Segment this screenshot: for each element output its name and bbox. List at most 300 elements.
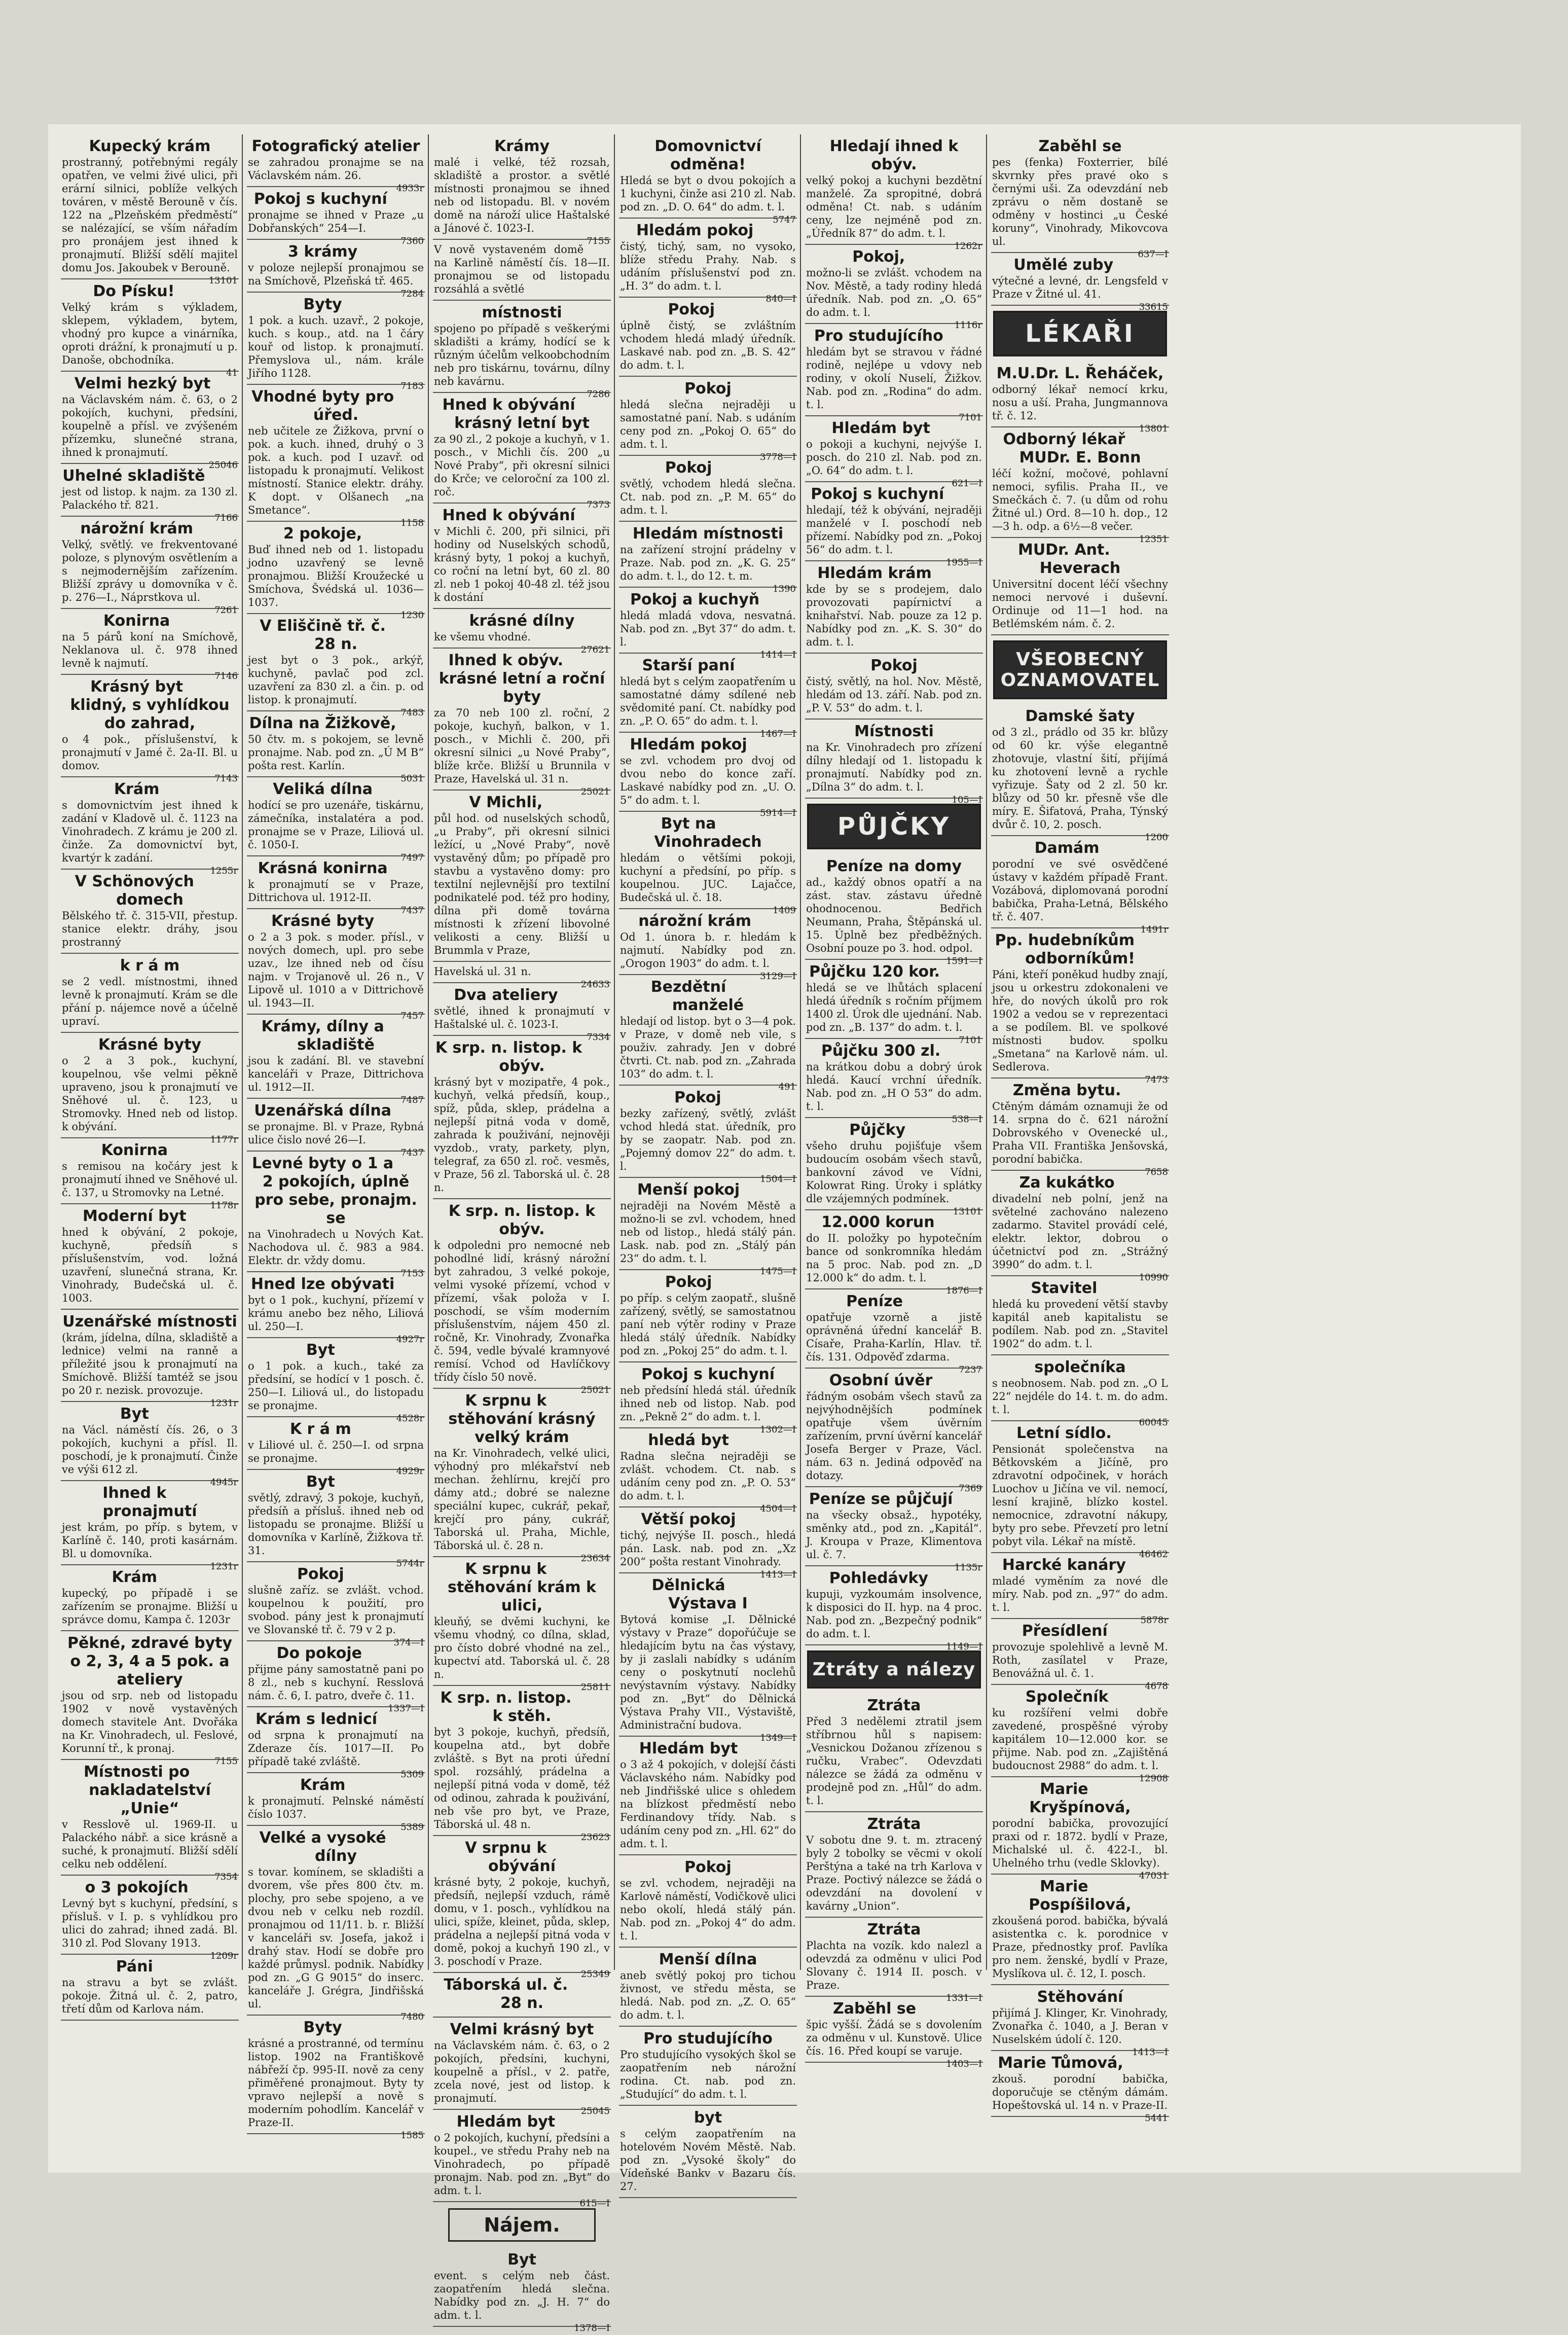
classified-ad [433,962,611,990]
column-2 [247,134,429,2141]
classified-ad [433,1036,611,1199]
ad-code: 4504—I [760,1503,796,1514]
ad-heading: Hledám byt [831,419,930,437]
classified-ad [247,856,425,916]
ad-heading: Hledám krám [817,564,932,582]
ad-text: se zvl. vchodem pro dvoj od dvou nebo do konce zaří. Laskavé nabídky pod zn. „U. O. 5“ do adm. t. l. [620,755,796,806]
ad-code: 46462 [1139,1549,1168,1560]
classified-ad [433,1836,611,1980]
classified-ad [619,134,797,225]
ad-code: 7286 [587,389,610,400]
ad-text: jest od listop. k najm. za 130 zl. Palackého tř. 821. [62,486,238,511]
classified-ad [805,324,983,423]
ad-text: hledá mladá vdova, nesvatná. Nab. pod zn. „Byt 37“ do adm. t. l. [620,609,796,648]
ad-text: hledám o většími pokoji, kuchyní a předsíní, po příp. s koupelnou. JUC. Lajačce, Budečská ul. č. 18. [620,852,796,904]
ad-code: 7437 [400,905,424,916]
ad-heading: K srp. n. listop. k obýv. [435,1039,582,1075]
ad-code: 5031 [400,773,424,784]
ad-text: Havelská ul. 31 n. [434,965,531,978]
classified-ad [805,1918,983,2003]
ad-text: řádným osobám všech stavů za nejvýhodnějších podmínek opatřuje všem úvěrním zařízením, první úvěrní kancelář Josefa Berger v Praze, Václ. nám. 63 n. Jediná odpověď na dotazy. [806,1390,982,1482]
ad-heading: Ihned k pronajmutí [102,1484,197,1520]
ad-text: hledá byt s celým zaopatřením u samostatné dámy sdílené neb svědomité paní. Ct. nabídky pod zn. „P. O. 65“ do adm. t. l. [620,675,796,727]
classified-ad [433,301,611,400]
classified-ad [991,1171,1169,1283]
ad-heading: Fotografický atelier [251,137,420,155]
classified-ad [247,909,425,1021]
ad-text: Universitní docent léčí všechny nemoci nervové i duševní. Ordinuje od 11—1 hod. na Betlémském nám. č. 2. [992,578,1168,630]
ad-heading: Hned k obývání krásný letní byt [442,396,590,432]
ad-text: o 3 až 4 pokojích, v dolejší části Václavského nám. Nabídky pod neb Jindřišské ulice s ohledem na blízkost předměstí nebo Ferdinandovy třídy. Nab. s udáním ceny pod zn. „Hl. 62“ do adm. t. l. [620,1758,796,1850]
ad-text: o pokoji a kuchyni, nejvýše I. posch. do 210 zl. Nab. pod zn. „O. 64“ do adm. t. l. [806,438,982,477]
ad-code: 1414—I [760,650,796,660]
ad-code: 13801 [1139,423,1168,434]
ad-code: 25811 [580,1682,610,1693]
ad-text: pes (fenka) Foxterrier, bílé skvrnky přes pravé oko s černými uši. Za odevzdání neb zprávu o něm dostaně se odměny v hostinci „u České koruny“, Vinohrady, Mikovcova ul. [992,156,1168,247]
classified-ad [991,836,1169,935]
ad-heading: V Schönových domech [75,873,194,909]
ad-code: 5747 [773,214,796,225]
classified-ad [619,1362,797,1435]
ad-text: k pronajmutí se v Praze, Dittrichova ul. 1912-II. [248,878,424,904]
classified-ad [61,1033,239,1145]
ad-text: provozuje spolehlivě a levně M. Roth, zasílatel v Praze, Benovážná ul. č. 1. [992,1641,1168,1679]
ad-heading: Konirna [103,612,170,630]
ad-heading: Krámy, dílny a skladiště [261,1018,384,1054]
ad-text: hledá slečna nejraději u samostatné paní. Nab. s udáním ceny pod zn. „Pokoj O. 65“ do adm. t. l. [620,399,796,450]
ad-code: 7369 [959,1483,982,1494]
classified-ad [433,2018,611,2116]
ad-code: 3129—I [760,971,796,982]
ad-code: 13101 [953,1206,982,1217]
ad-code: 1467—I [760,729,796,739]
classified-ad [61,1310,239,1409]
ad-code: 5878r [1140,1615,1168,1626]
ad-heading: Peníze na domy [826,857,962,875]
ad-heading: Krámy [494,137,550,155]
classified-ad [991,1079,1169,1177]
ad-heading: Do pokoje [276,1644,362,1662]
classified-ad [619,522,797,594]
ad-heading: K srpnu k stěhování krám k ulici, [447,1560,597,1614]
ad-heading: nárožní krám [80,520,193,537]
ad-text: na Kr. Vinohradech pro zřízení dílny hledají od 1. listopadu k pronajmutí. Nabídky pod zn. „Dílna 3“ do adm. t. l. [806,741,982,793]
ad-code: 1177r [210,1134,238,1145]
classified-ad [805,1369,983,1494]
ad-text: odborný lékař nemocí krku, nosu a uší. Praha, Jungmannova tř. č. 12. [992,383,1168,422]
ad-text: hledají od listop. byt o 3—4 pok. v Praze, v domě neb vile, s použiv. zahrady. Jen v dobré čtvrti. Ct. nab. pod zn. „Zahrada 103“ do adm. t. l. [620,1015,796,1080]
classified-ad [991,1421,1169,1560]
ad-code: 7354 [214,1872,238,1882]
classified-ad [61,279,239,378]
ad-text: tichý, nejvýše II. posch., hledá pán. Lask. nab. pod zn. „Xz 200“ pošta restant Vinohrady. [620,1529,796,1568]
classified-ad [805,134,983,252]
ad-code: 1409 [773,905,796,916]
ad-text: Pro studujícího vysokých škol se zaopatřením neb nárožní rodina. Ct. nab. pod zn. „Studující“ do adm. t. l. [620,2049,796,2100]
classified-ad [433,2110,611,2209]
ad-text: prostranný, potřebnými regály opatřen, ve velmi živé ulici, při erární silnici, poblíže velkých továren, v městě Berouně v čís. 122 na „Plzeňském předměstí“ se nalézající, se vším nářadím pro pronájem jest ihned k pronajmutí. Bližší sdělí majitel domu Jos. Jakoubek v Berouně. [62,156,238,274]
ad-code: 10990 [1139,1272,1168,1283]
ad-heading: Uzenářské místnosti [62,1313,237,1331]
ad-heading: Dělnická Výstava I [651,1576,748,1612]
ad-heading: Pokoj [668,301,715,318]
classified-ad [61,134,239,286]
classified-ad [433,393,611,510]
ad-text: čistý, tichý, sam, no vysoko, blíže středu Prahy. Nab. s udáním příslušenství pod zn. „H. 3“ do adm. t. l. [620,240,796,292]
ad-heading: společníka [1034,1358,1126,1376]
classified-ad [619,909,797,982]
classified-ad [247,293,425,391]
ad-heading: Marie Pospíšilová, [1029,1878,1132,1914]
ad-heading: Bezdětní manželé [650,978,744,1014]
column-5 [805,134,987,2069]
ad-text: aneb světlý pokoj pro tichou živnost, ve středu města, se hledá. Nab. pod zn. „Z. O. 65“ do adm. t. l. [620,1969,796,2021]
classified-ad [433,1686,611,1843]
ad-heading: Byty [303,2019,342,2036]
ad-text: se zahradou pronajme se na Václavském nám. 26. [248,156,424,182]
ad-code: 1116r [954,320,982,331]
ad-text: s tovar. komínem, se skladišti a dvorem, vše přes 800 čtv. m. plochy, pro sebe spojeno, a ve dvou neb v celku neb rozdíl. pronajmou od 11/11. b. r. Bližší v kanceláři sv. Josefa, jakož i drahý stav. Hodí se dobře pro každé průmysl. podnik. Nabídky pod zn. „G G 9015“ do inserc. kanceláře J. Grégra, Jindřišská ul. [248,1866,424,2010]
ad-text: hodící se pro uzenáře, tiskárnu, zámečníka, instalatéra a pod. pronajme se v Praze, Liliová ul. č. 1050-I. [248,799,424,851]
ad-text: malé i velké, též rozsah, skladiště a prostor. a světlé místnosti pronajmou se ihned neb od listopadu. Bl. v novém domě na nároží ulice Haštalské a Jánové č. 1023-I. [434,156,610,234]
ad-heading: Damské šaty [1025,707,1135,725]
classified-ad [247,2016,425,2141]
ad-text: 50 čtv. m. s pokojem, se levně pronajme. Nab. pod zn. „Ú M B“ pošta rest. Karlín. [248,733,424,772]
ad-heading: Za kukátko [1019,1174,1115,1192]
classified-ad [61,1955,239,2021]
ad-code: 25021 [580,786,610,797]
classified-ad [991,1875,1169,1985]
ad-text: na Vinohradech u Nových Kat. Nachodova ul. č. 983 a 984. Elektr. dr. vždy domu. [248,1228,424,1267]
ad-code: 1349—I [760,1733,796,1743]
ad-code: 1413—I [760,1569,796,1580]
ad-text: od srpna k pronajmutí na Zderaze čís. 1017—II. Po případě také zvláště. [248,1729,424,1768]
ad-heading: Místnosti po nakladatelství „Unie“ [83,1763,211,1817]
classified-ad [433,134,611,246]
ad-heading: K r á m [289,1420,351,1438]
ad-code: 840—I [765,294,796,304]
ad-text: Radna slečna nejraději se zvlášt. vchodem. Ct. nab. s udáním ceny pod zn. „P. O. 53“ do adm. t. l. [620,1450,796,1502]
ad-heading: Marie Kryšpínová, [1029,1780,1131,1816]
classified-ad [433,1389,611,1564]
ad-heading: Hledám místnosti [632,525,784,543]
ad-text: do II. položky po hypotečním bance od sonkromníka hledám na 5 proc. Nab. pod zn. „D 12.000 k“ do adm. t. l. [806,1232,982,1284]
ad-heading: byt [694,2109,722,2127]
classified-ad [805,245,983,331]
ad-heading: Osobní úvěr [829,1372,933,1389]
ad-text: jest byt o 3 pok., arkýř, kuchyně, pavlač pod zcl. uzavření za 830 zl. a čin. p. od listop. k pronajmutí. [248,654,424,706]
ad-text: o 4 pok., příslušenství, k pronajmutí v Jamé č. 2a-II. Bl. u domov. [62,733,238,772]
ad-heading: Pokoj, [852,248,905,266]
classified-ad [247,1152,425,1279]
ad-heading: Přesídlení [1022,1622,1108,1640]
ad-code: 7237 [959,1364,982,1375]
ad-text: na všecky obsaž., hypotéky, směnky atd., pod zn. „Kapitál“. J. Kroupa v Praze, Klimentova ul. č. 7. [806,1509,982,1561]
ad-text: se zvl. vchodem, nejraději na Karlově náměstí, Vodičkově ulici nebo okolí, hledá stálý pán. Nab. pod zn. „Pokoj 4“ do adm. t. l. [620,1877,796,1942]
ad-text: V nově vystaveném domě na Karlině náměstí čís. 18—II. pronajmou se od listopadu rozsáhlá a světlé [434,243,610,295]
ad-code: 7153 [400,1268,424,1279]
ad-heading: Ztráta [867,1921,921,1938]
ad-text: opatřuje vzorně a jistě oprávněná úřední kancelář B. Císaře, Praha-Karlín, Hlav. tř. čís. 131. Odpověď zdarma. [806,1311,982,1363]
ad-text: na Václavském nám. č. 63, o 2 pokojích, kuchyni, předsíni, koupelně a přísl. ve zvýšeném přízemku, slunečné strana, ihned k pronajmutí. [62,393,238,458]
ad-code: 1591—I [946,956,982,966]
ad-heading: Konirna [101,1141,168,1159]
ad-heading: Menší pokoj [637,1181,740,1199]
classified-ad [619,975,797,1092]
ad-heading: Stěhování [1037,1988,1123,2006]
classified-ad [991,1777,1169,1881]
ad-heading: Ztráta [867,1697,921,1714]
ad-text: výtečné a levné, dr. Lengsfeld v Praze v Žitné ul. 41. [992,275,1168,300]
ad-text: světlý, vchodem hledá slečna. Ct. nab. pod zn. „P. M. 65“ do adm. t. l. [620,478,796,516]
ad-text: od 3 zl., prádlo od 35 kr. blůzy od 60 kr. výše elegantně zhotovuje, vlastní šití, přijímá ku zhotovení levně a rychle vyřizuje. Šaty od 2 zl. 50 kr. blůzy od 50 kr. přesně vše dle míry. E. Šifatová, Praha, Týnský dvůr č. 10, 2. posch. [992,726,1168,831]
classified-ad [619,1948,797,2027]
classified-ad [619,1086,797,1184]
ad-code: 491 [778,1082,796,1092]
ad-text: Buď ihned neb od 1. listopadu jodno uzavřený se levně pronajmou. Bližší Kroužecké u Smíchova, Švédská ul. 1036—1037. [248,544,424,608]
ad-heading: MUDr. Ant. Heverach [1017,541,1121,577]
ad-heading: Pokoj [870,657,918,674]
ad-text: ad., každý obnos opatří a na zást. stav. zástavu úředně ohodnocenou. Bedřich Neumann, Praha, Štěpánská ul. 15. Úplně bez předběžných. Osobní pouze po 3. hod. odpol. [806,876,982,954]
column-6 [991,134,1172,2124]
ad-heading: 12.000 korun [821,1213,935,1231]
ad-heading: Letní sídlo. [1016,1424,1112,1442]
ad-heading: Pokoj [297,1565,344,1583]
classified-ad [61,954,239,1033]
ad-heading: Hledám pokoj [636,222,754,239]
classified-ad [805,1039,983,1125]
ad-code: 4945r [210,1477,238,1488]
ad-heading: Hned k obývání [442,507,575,524]
ad-text: s neobnosem. Nab. pod zn. „O L 22“ nejdéle do 14. t. m. do adm. t. l. [992,1377,1168,1416]
classified-ad [991,1685,1169,1784]
ad-code: 1262r [954,241,982,252]
ad-heading: Pokoj [684,1858,732,1876]
classified-ad [619,1855,797,1948]
classified-ad [61,675,239,784]
classified-ad [619,1573,797,1743]
ad-heading: Hledám byt [639,1740,738,1757]
ad-text: na stravu a byt se zvlášt. pokoje. Žitná ul. č. 2, patro, třetí dům od Karlova nám. [62,1977,238,2015]
ad-text: přijme pány samostatně pani po 8 zl., neb s kuchyní. Resslová nám. č. 6, I. patro, dveře č. 11. [248,1663,424,1702]
classified-ad [991,1619,1169,1692]
classified-ad [61,1481,239,1572]
ad-heading: hledá byt [648,1431,729,1449]
ad-text: event. s celým neb část. zaopatřením hledá slečna. Nabídky pod zn. „J. H. 7“ do adm. t. l. [434,2270,610,2321]
ad-heading: Dílna na Žižkově, [249,714,396,732]
ad-heading: Domovnictví odměna! [654,137,761,173]
ad-heading: Menší dílna [659,1951,757,1968]
classified-ad [619,1428,797,1514]
ad-heading: Vhodné byty pro úřed. [251,388,394,424]
ad-heading: Odborný lékař MUDr. E. Bonn [1003,430,1141,466]
ad-heading: Půjčku 300 zl. [821,1042,941,1060]
ad-code: 12351 [1139,534,1168,545]
ad-text: možno-li se zvlášt. vchodem na Nov. Městě, a tady rodiny hledá úředník. Nab. pod zn. „O. 65“ do adm. t. l. [806,267,982,318]
ad-code: 621—I [952,478,982,489]
classified-ad [61,372,239,471]
classified-ad [991,427,1169,545]
ad-heading: o 3 pokojích [85,1879,189,1896]
ad-code: 1200 [1145,832,1168,843]
ad-code: 1255r [210,866,238,876]
ad-text: s remisou na kočáry jest k pronajmutí ihned ve Sněhové ul. č. 137, u Stromovky na Letné. [62,1160,238,1199]
classified-ad [991,928,1169,1085]
classified-ad [61,1876,239,1961]
ad-text: hledám byt se stravou v řádné rodině, nejlépe u vdovy neb rodiny, v okolí Nuselí, Žižkov. Nab. pod zn. „Rodina“ do adm. t. l. [806,346,982,411]
ad-code: 5744r [396,1558,424,1569]
classified-ad [805,416,983,489]
ad-code: 1413—I [1132,2047,1168,2058]
ad-heading: Krám [114,780,160,798]
classified-ad [433,609,611,655]
ad-heading: Levné byty o 1 a 2 pokojích, úplně pro sebe, pronajm. se [252,1155,417,1227]
ad-heading: Peníze [846,1292,903,1310]
ad-heading: Pp. hudebníkům odborníkům! [995,931,1135,967]
ad-text: s domovnictvím jest ihned k zadání v Kladově ul. č. 1123 na Vinohradech. Z krámu je 200 zl. činže. Za domovnictví byt, kvartýr k zadání. [62,799,238,864]
ad-code: 7183 [400,381,424,391]
ad-code: 25045 [580,2106,610,2116]
ad-heading: Harcké kanáry [1002,1556,1126,1574]
ad-heading: nárožní krám [638,912,751,930]
classified-ad [247,1272,425,1345]
classified-ad [991,704,1169,843]
ad-text: byt o 1 pok., kuchyní, přízemí v krámu anebo bez něho, Liliová ul. 250—I. [248,1294,424,1333]
ad-heading: K srpnu k stěhování krásný velký krám [448,1392,596,1446]
ad-text: na Václavském nám. č. 63, o 2 pokojích, předsíni, kuchyni, koupelně a přísl., v 2. patře, zcela nové, jest od listop. k pronajmutí. [434,2039,610,2104]
ad-heading: K srp. n. listop. k obýv. [448,1202,596,1238]
ad-heading: Velké a vysoké dílny [259,1829,386,1865]
ad-heading: Pokoj [684,380,732,398]
ad-code: 615—I [579,2198,610,2209]
ad-heading: Krám s lednicí [255,1710,378,1728]
ad-text: jsou od srp. neb od listopadu 1902 v nově vystavěných domech stavitele Ant. Dvořáka na Kr. Vinohradech, ul. Feslové, Korunní tř., k pronaj. [62,1690,238,1754]
ad-heading: Uzenářská dílna [254,1102,391,1120]
ad-text: Ctěným dámám oznamuji že od 14. srpna do č. 621 nárožní Dobrovského v Ovenecké ul., Praha VII. Františka Jenšovská, porodní babička. [992,1100,1168,1165]
ad-code: 7360 [400,236,424,246]
ad-heading: Změna bytu. [1012,1082,1121,1099]
ad-text: na Kr. Vinohradech, velké ulici, výhodný pro mlékařství neb mechan. žehlírnu, krejčí pro dámy atd.; dobré se nalezne speciální kupec, cukrář, pekař, krejčí pro pány, cukrář, Taborská ul. Praha, Michle, Táborská ul. č. 28 n. [434,1447,610,1552]
ad-heading: Krásná konirna [258,859,388,877]
ad-code: 4927r [396,1334,424,1345]
ad-heading: Peníze se půjčují [809,1490,953,1508]
ad-heading: Starší paní [642,657,735,674]
classified-ad [433,649,611,797]
classified-columns [61,134,1511,2333]
ad-heading: Uhelné skladiště [62,467,205,485]
ad-text: Levný byt s kuchyní, předsíní, s přísluš. v I. p. s vyhlídkou pro ulici do zahrad; ihned zadá. Bl. 310 zl. Pod Slovany 1913. [62,1897,238,1949]
classified-ad [61,1631,239,1767]
ad-heading: Místnosti [854,723,934,740]
ad-heading: Zaběhl se [1038,137,1122,155]
ad-heading: místnosti [482,304,562,321]
ad-heading: Pro studujícího [643,2030,773,2047]
ad-text: Velký krám s výkladem, sklepem, výkladem, bytem, vhodný pro kupce a vinárníka, oproti drážní, k pronajmutí u p. Danoše, obchodníka. [62,301,238,366]
classified-ad [805,654,983,720]
ad-code: 7487 [400,1095,424,1105]
classified-ad [247,240,425,299]
ad-text: na zařízení strojní prádelny v Praze. Nab. pod zn. „K. G. 25“ do adm. t. l., do 12. t. m. [620,544,796,582]
ad-text: s celým zaopatřením na hotelovém Novém Městě. Nab. pod zn. „Vysoké školy“ do Vídeňské Bankv v Bazaru čís. 27. [620,2128,796,2193]
classified-ad [619,812,797,916]
classified-ad [61,870,239,954]
ad-heading: Společník [1025,1688,1109,1706]
najem-heading: Nájem. [448,2208,596,2242]
ad-code: 5914—I [760,808,796,818]
ad-code: 4933r [396,183,424,194]
ad-code: 7480 [400,2011,424,2022]
ad-heading: Krásné byty [271,912,375,930]
classified-ad [619,2027,797,2106]
ad-heading: Pro studujícího [814,327,943,345]
classified-ad [247,1641,425,1714]
ad-code: 1504—I [760,1174,796,1184]
ad-text: Plachta na vozík. kdo nalezl a odevzdá za odměnu v ulici Pod Slovany č. 1914 II. posch. v Praze. [806,1939,982,1991]
classified-ad [991,538,1169,635]
ad-heading: Pokoj a kuchyň [630,591,760,608]
ad-code: 27621 [580,644,610,655]
classified-ad [61,1138,239,1211]
ad-heading: Byt [306,1473,335,1491]
ad-heading: Táborská ul. č. 28 n. [444,1976,568,2012]
lekari-banner: LÉKAŘI [993,311,1167,356]
ad-text: o 2 a 3 pok., kuchyní, koupelnou, vše velmi pěkně upraveno, jsou k pronajmutí ve Sněhové ul. č. 123, u Stromovky. Hned neb od listop. k obývání. [62,1055,238,1133]
classified-ad [247,711,425,784]
ad-code: 41 [226,368,238,378]
classified-ad [619,654,797,739]
classified-ad [805,1487,983,1573]
ad-text: krásné a prostranné, od termínu listop. 1902 na Františkově nábřeží čp. 995-II. nově za ceny přiměřené pronajmout. Byty ty vpravo nejlepší a nově s moderním pohodlím. Kancelář v Praze-II. [248,2037,424,2129]
ad-heading: Stavitel [1031,1279,1098,1297]
ad-heading: Pokoj s kuchyní [811,485,944,503]
classified-ad [247,1099,425,1158]
ad-code: 374—I [393,1637,424,1648]
ad-heading: Byt [120,1405,149,1423]
ad-heading: Krásný byt klidný, s vyhlídkou do zahrad, [70,678,230,732]
classified-ad [805,561,983,654]
ad-code: 7143 [214,773,238,784]
classified-ad [805,720,983,805]
classified-ad [619,2106,797,2198]
ad-text: Bělského tř. č. 315-VII, přestup. stanice elektr. dráhy, jsou prostranný [62,910,238,948]
ad-text: byt 3 pokoje, kuchyň, předsíň, koupelna atd., byt dobře zvláště. s Byt na proti úřední spol. rozsáhlý, prádelna a nejlepší pitná voda v domě, též od odinou, zahrada k použivání, neb vše pro byt, ve Praze, Táborská ul. 48 n. [434,1726,610,1830]
ad-text: v poloze nejlepší pronajmou se na Smíchově, Plzeňská tř. 465. [248,262,424,287]
ad-text: všeho druhu pojišťuje všem budoucím osobám všech stavů, bankovní závod ve Vídni, Kolowrat Ring. Úroky i splátky dle vzájemných podmínek. [806,1140,982,1205]
ad-code: 7146 [214,671,238,681]
ad-code: 7334 [587,1032,610,1043]
ad-text: Bytová komise „I. Dělnické výstavy v Praze“ dopořúčuje se hledajícím bytu na čas výstavy, by ji zaslali nabídky s udáním ceny o poskytnutí noclehů nevýstavním výstavy. Nabídky pod zn. „Byt“ do Dělnická Výstava Prahy VII., Výstaviště, Administrační budova. [620,1613,796,1731]
ad-heading: Dva ateliery [454,986,558,1004]
ad-heading: Pěkné, zdravé byty o 2, 3, 4 a 5 pok. a ateliery [67,1634,233,1689]
ad-code: 1475—I [760,1266,796,1277]
ad-heading: Byt na Vinohradech [654,815,762,851]
classified-ad [433,1199,611,1395]
ad-code: 24633 [580,979,610,990]
column-3 [433,134,615,2333]
ad-text: světlý, zdravý, 3 pokoje, kuchyň, předsíň a přísluš. ihned neb od listopadu se pronajme. Bližší u domovníka v Karlíně, Žižkova tř. 31. [248,1492,424,1557]
ad-code: 60045 [1139,1417,1168,1428]
ad-code: 5441 [1145,2113,1168,2124]
ad-text: Před 3 nedělemi ztratil jsem stříbrnou hůl s napisem: „Vesnickou Dožanou zřízenou s ručku, Vrabec“. Odevzdati nálezce se žádá za odměnu v prodejně pod zn. „Hůl“ do adm. t. l. [806,1715,982,1807]
ad-text: hledají, též k obývání, nejraději manželé v I. poschodí neb přízemí. Nabídky pod zn. „Pokoj 56“ do adm. t. l. [806,504,982,556]
classified-ad [61,777,239,876]
ad-text: bezky zařízený, světlý, zvlášt vchod hledá stat. úředník, pro by se zaopatr. Nab. pod zn. „Pojemný domov 22“ do adm. t. l. [620,1107,796,1172]
ad-heading: Hledají ihned k obýv. [829,137,959,173]
ad-text: V sobotu dne 9. t. m. ztracený byly 2 tobolky se věcmi v okolí Perštýna a také na trh Karlova v Praze. Poctivý nálezce se žádá o odevzdání na dovolení v kavárny „Union“. [806,1834,982,1912]
ad-text: ke všemu vhodné. [434,631,531,643]
ad-text: Hledá se byt o dvou pokojích a 1 kuchyni, činže asi 210 zl. Nab. pod zn. „D. O. 64“ do adm. t. l. [620,174,796,213]
classified-ad [433,791,611,962]
